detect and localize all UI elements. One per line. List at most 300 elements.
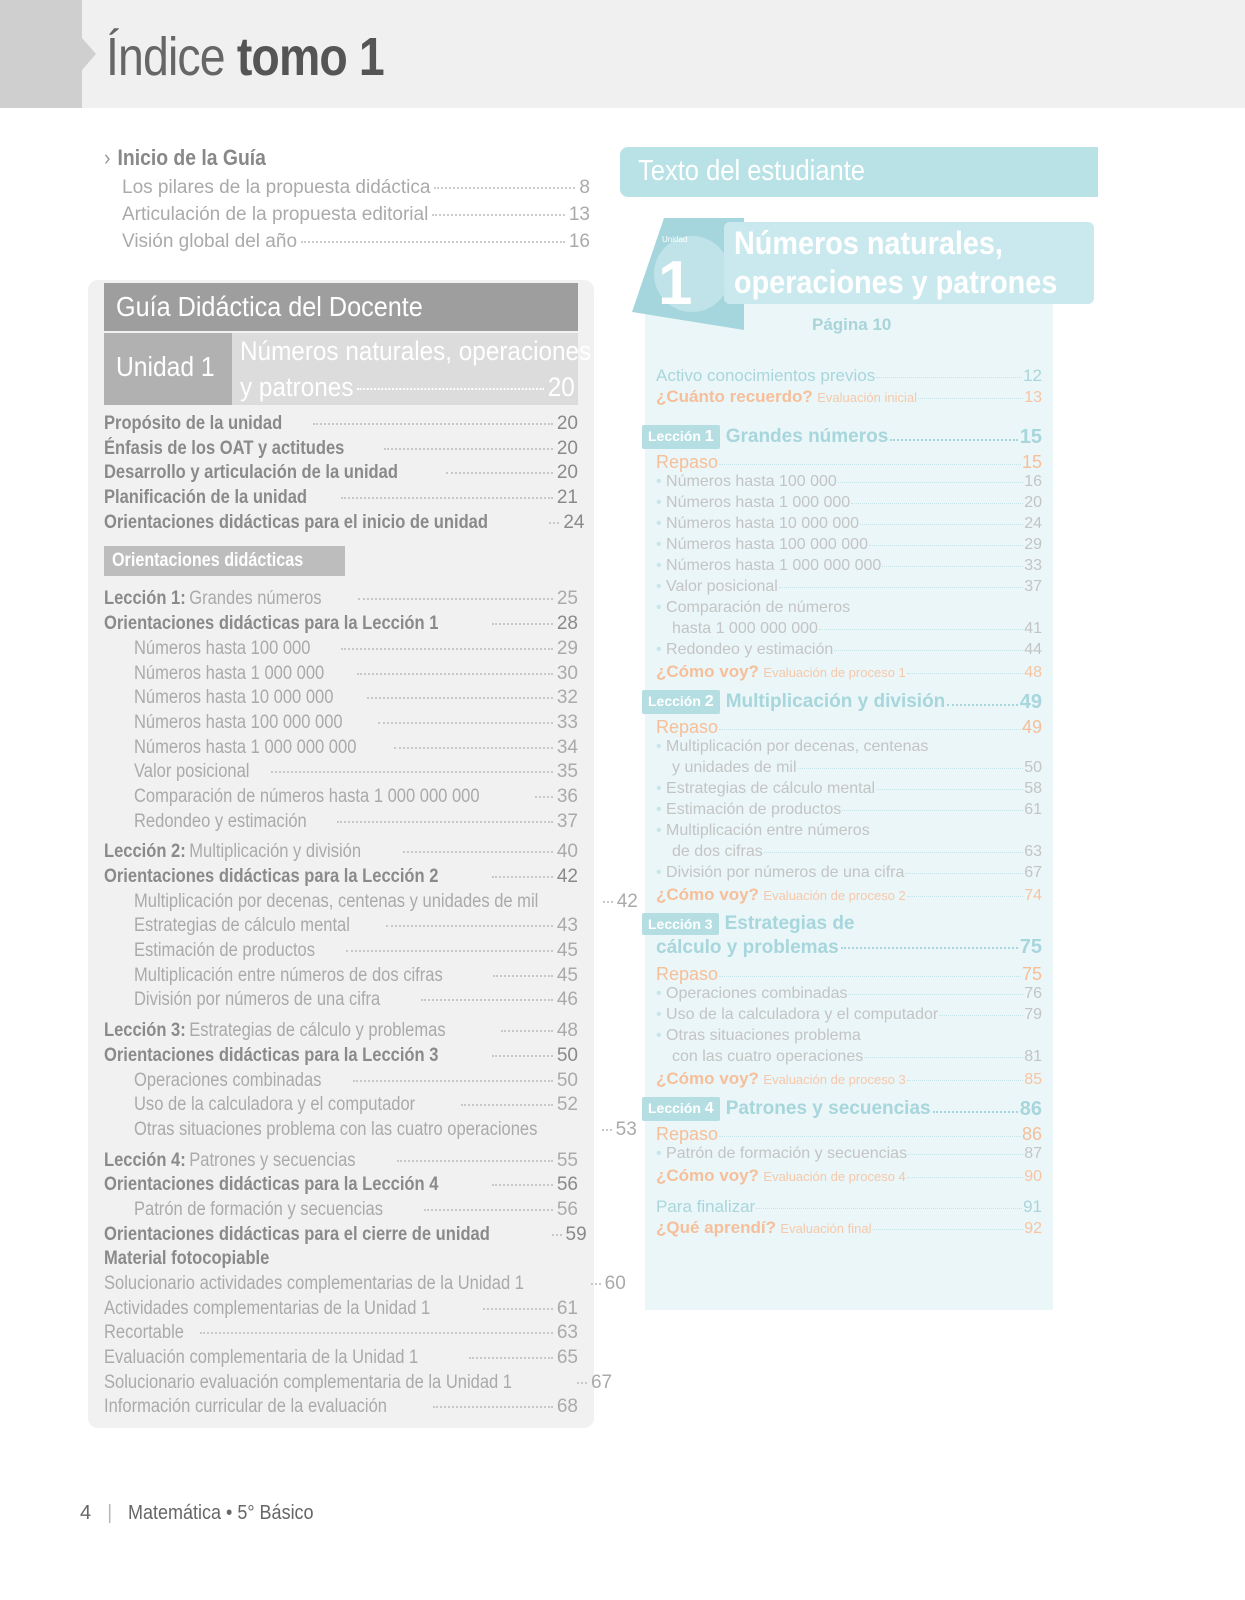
toc-label: • Números hasta 10 000 000 <box>656 515 859 533</box>
student-item-cont <box>656 759 1042 780</box>
leader-dots <box>719 976 1021 977</box>
guide-subitem <box>104 965 578 990</box>
student-item <box>656 578 1042 599</box>
leader-dots <box>357 673 553 675</box>
toc-page-number: 58 <box>1024 780 1042 797</box>
leader-dots <box>834 650 1023 651</box>
student-lesson-3 <box>642 912 1042 962</box>
leader-dots <box>719 1136 1021 1137</box>
material-item <box>104 1371 613 1397</box>
toc-label: • Patrón de formación y secuencias <box>656 1145 907 1163</box>
title-bold: tomo 1 <box>236 27 384 87</box>
student-lesson-1 <box>642 424 1042 450</box>
toc-label: Números hasta 1 000 000 <box>134 662 325 684</box>
toc-page-number: 63 <box>556 1322 578 1344</box>
toc-page-number: 33 <box>556 711 578 733</box>
lesson-page: 49 <box>1019 690 1042 713</box>
toc-page-number: 43 <box>556 915 578 937</box>
toc-page-number: 41 <box>1024 620 1042 637</box>
guide-subitem <box>104 890 638 916</box>
repaso-row <box>656 452 1042 473</box>
toc-label: Orientaciones didácticas para la Lección 3 <box>104 1044 439 1066</box>
toc-page-number: 28 <box>556 613 578 635</box>
leader-dots <box>403 851 552 853</box>
lesson-title: Grandes números <box>725 426 889 447</box>
toc-label: Otras situaciones problema con las cuatro operaciones <box>134 1118 538 1140</box>
student-item <box>656 494 1042 515</box>
guide-subitem <box>104 786 578 811</box>
toc-label: • Uso de la calculadora y el computador <box>656 1006 938 1024</box>
leader-dots <box>552 1234 562 1236</box>
student-item <box>656 801 1042 822</box>
toc-page-number: 53 <box>615 1118 637 1140</box>
intro-section <box>104 145 590 258</box>
como-voy-row <box>656 1166 1042 1187</box>
guide-subitem <box>104 761 578 786</box>
lesson-title: Patrones y secuencias <box>725 1098 931 1119</box>
guide-subitem <box>104 989 578 1014</box>
toc-label-text: Grandes números <box>189 588 322 610</box>
lesson-badge-number: 4 <box>704 1100 714 1117</box>
toc-label: de dos cifras <box>672 843 763 860</box>
leader-dots <box>433 1406 553 1408</box>
leader-dots <box>446 472 553 474</box>
toc-label: Redondeo y estimación <box>134 810 307 832</box>
leader-dots <box>353 1080 552 1082</box>
toc-page-number: 29 <box>1024 536 1042 553</box>
toc-page-number: 13 <box>568 204 590 225</box>
lesson-title-cont: cálculo y problemas <box>656 937 839 958</box>
toc-page-number: 46 <box>556 989 578 1011</box>
toc-label: • Multiplicación por decenas, centenas <box>656 738 928 756</box>
student-item <box>656 822 1042 843</box>
lesson-badge-number: 2 <box>704 693 714 710</box>
toc-page-number: 42 <box>616 890 638 912</box>
page-footer <box>80 1502 335 1525</box>
toc-page-number: 20 <box>1024 494 1042 511</box>
toc-label: Repaso <box>656 717 719 737</box>
toc-page-number: 36 <box>556 785 578 807</box>
guide-subitem <box>104 915 578 940</box>
toc-label: • Números hasta 1 000 000 <box>656 494 850 512</box>
toc-page-number: 16 <box>1024 473 1042 490</box>
toc-page-number: 16 <box>568 231 590 252</box>
leader-dots <box>483 1308 553 1310</box>
toc-label: hasta 1 000 000 000 <box>672 620 818 637</box>
toc-page-number: 87 <box>1024 1145 1042 1162</box>
toc-label: Uso de la calculadora y el computador <box>134 1094 416 1116</box>
leader-dots <box>918 398 1023 399</box>
guide-item <box>104 413 578 438</box>
lesson-page: 75 <box>1019 936 1042 958</box>
leader-dots <box>337 821 553 823</box>
student-item <box>656 1145 1042 1166</box>
eval-label <box>656 885 906 905</box>
student-heading <box>620 147 1098 197</box>
guide-subitem <box>104 1094 578 1119</box>
toc-page-number: 59 <box>565 1223 587 1245</box>
toc-page-number: 68 <box>556 1396 578 1418</box>
toc-label: • Comparación de números <box>656 599 850 617</box>
leader-dots <box>394 747 553 749</box>
repaso-row <box>656 717 1042 738</box>
toc-label-text: Patrones y secuencias <box>189 1149 356 1171</box>
intro-item <box>104 231 590 258</box>
lesson-page: 15 <box>1019 425 1042 448</box>
student-item-cont <box>656 620 1042 641</box>
toc-page-number: 90 <box>1024 1168 1042 1185</box>
orientaciones-badge-label: Orientaciones didácticas <box>112 550 304 572</box>
title-regular: Índice <box>106 27 225 87</box>
lesson-badge-word: Lección <box>648 693 701 709</box>
toc-label: • Multiplicación entre números <box>656 822 870 840</box>
guide-lesson-1 <box>104 588 578 613</box>
leader-dots <box>860 524 1023 525</box>
toc-page-number: 67 <box>1024 864 1042 881</box>
leader-dots <box>719 464 1021 465</box>
toc-label: Activo conocimientos previos <box>656 366 876 385</box>
lesson-title: Estrategias de <box>724 913 855 934</box>
leader-dots <box>908 1154 1023 1155</box>
cuanto-recuerdo-row <box>656 387 1042 408</box>
toc-label: Recortable <box>104 1322 184 1344</box>
guide-subitem <box>104 1199 578 1224</box>
toc-page-number: 61 <box>556 1297 578 1319</box>
leader-dots <box>421 999 553 1001</box>
toc-label: Comparación de números hasta 1 000 000 000 <box>134 785 480 807</box>
toc-page-number: 24 <box>1024 515 1042 532</box>
toc-label: Operaciones combinadas <box>134 1069 322 1091</box>
leader-dots <box>469 1357 553 1359</box>
toc-page-number: 24 <box>563 511 585 533</box>
toc-label: Desarrollo y articulación de la unidad <box>104 462 398 484</box>
leader-dots <box>346 950 553 952</box>
toc-label: Actividades complementarias de la Unidad 1 <box>104 1297 431 1319</box>
toc-label: Solucionario evaluación complementaria de la Unidad 1 <box>104 1371 512 1393</box>
spacer <box>656 408 1042 418</box>
leader-dots <box>535 796 553 798</box>
leader-dots <box>869 545 1023 546</box>
leader-dots <box>492 623 552 625</box>
unit-word: Unidad <box>662 235 688 244</box>
toc-label: Orientaciones didácticas para la Lección 2 <box>104 866 439 887</box>
toc-label-text: Multiplicación y división <box>189 841 362 863</box>
toc-label: Énfasis de los OAT y actitudes <box>104 437 345 459</box>
toc-page-number: 33 <box>1024 557 1042 574</box>
toc-page-number: 49 <box>1021 717 1042 737</box>
material-item <box>104 1347 578 1372</box>
leader-dots <box>947 704 1017 706</box>
student-item-cont <box>656 843 1042 864</box>
como-voy-row <box>656 885 1042 906</box>
spacer <box>656 1187 1042 1197</box>
lesson-badge-word: Lección <box>648 916 701 932</box>
eval-subtitle: Evaluación inicial <box>817 390 917 405</box>
toc-page-number: 81 <box>1024 1048 1042 1065</box>
leader-dots <box>397 1160 553 1162</box>
leader-dots <box>602 1129 612 1131</box>
toc-prefix: Lección 4: <box>104 1149 186 1171</box>
toc-label: • Estrategias de cálculo mental <box>656 780 875 798</box>
footer-separator: | <box>107 1502 113 1524</box>
toc-label: Orientaciones didácticas para la Lección 4 <box>104 1174 439 1196</box>
guide-subitem <box>104 687 578 712</box>
toc-label: con las cuatro operaciones <box>672 1048 864 1065</box>
lesson-page: 86 <box>1019 1097 1042 1120</box>
student-unit-title <box>734 224 1057 302</box>
toc-page-number: 52 <box>556 1094 578 1116</box>
leader-dots <box>378 722 553 724</box>
toc-label <box>104 1150 356 1172</box>
eval-label <box>656 387 917 407</box>
lesson-badge <box>642 425 720 449</box>
leader-dots <box>591 1283 601 1285</box>
chevron-right-icon: › <box>104 145 111 170</box>
leader-dots <box>841 947 1018 949</box>
toc-page-number: 91 <box>1023 1197 1042 1216</box>
leader-dots <box>756 1208 1022 1209</box>
student-unit-title-line1: Números naturales, <box>734 225 1003 261</box>
guide-item <box>104 462 578 487</box>
guide-unit-label <box>104 333 232 405</box>
toc-page-number: 50 <box>556 1069 578 1091</box>
leader-dots <box>386 925 553 927</box>
toc-page-number: 29 <box>556 637 578 659</box>
lesson-badge-number: 1 <box>704 428 714 445</box>
leader-dots <box>907 673 1023 674</box>
material-item <box>104 1396 578 1421</box>
leader-dots <box>367 697 553 699</box>
toc-label: • Operaciones combinadas <box>656 985 847 1003</box>
toc-page-number: 92 <box>1024 1220 1042 1237</box>
toc-label: Evaluación complementaria de la Unidad 1 <box>104 1347 419 1369</box>
eval-subtitle: Evaluación de proceso 1 <box>763 665 906 680</box>
toc-label: Visión global del año <box>122 231 298 252</box>
student-heading-label: Texto del estudiante <box>638 155 866 187</box>
lesson-title-bottom <box>642 936 1042 962</box>
eval-subtitle: Evaluación final <box>780 1221 872 1236</box>
leader-dots <box>301 241 565 243</box>
lesson-title-top <box>642 912 1042 936</box>
leader-dots <box>890 439 1017 441</box>
student-page-label: Página 10 <box>812 315 892 334</box>
toc-label <box>104 841 361 863</box>
toc-label: Repaso <box>656 964 719 984</box>
toc-page-number: 45 <box>556 940 578 962</box>
leader-dots <box>882 566 1023 567</box>
leader-dots <box>358 598 553 600</box>
activo-row <box>656 366 1042 387</box>
leader-dots <box>779 587 1023 588</box>
eval-question: ¿Qué aprendí? <box>656 1218 776 1237</box>
leader-dots <box>842 810 1023 811</box>
toc-label: • División por números de una cifra <box>656 864 904 882</box>
toc-page-number: 65 <box>556 1347 578 1369</box>
toc-page-number: 44 <box>1024 641 1042 658</box>
leader-dots <box>876 789 1023 790</box>
intro-list <box>104 177 590 258</box>
leader-dots <box>764 852 1023 853</box>
toc-label: • Estimación de productos <box>656 801 841 819</box>
student-item <box>656 515 1042 536</box>
student-item <box>656 536 1042 557</box>
toc-label: Repaso <box>656 1124 719 1144</box>
eval-subtitle: Evaluación de proceso 4 <box>763 1169 906 1184</box>
toc-page-number: 79 <box>1024 1006 1042 1023</box>
toc-page-number: 60 <box>604 1273 626 1294</box>
student-item-cont <box>656 1048 1042 1069</box>
guide-closing <box>104 1223 587 1249</box>
leader-dots <box>876 377 1022 378</box>
guide-lesson-2 <box>104 841 578 866</box>
guide-subitem <box>104 712 578 737</box>
toc-label: Información curricular de la evaluación <box>104 1396 387 1418</box>
guide-lesson-4-od <box>104 1174 578 1199</box>
intro-heading <box>104 145 532 171</box>
leader-dots <box>864 1057 1023 1058</box>
student-lesson-2 <box>642 689 1042 715</box>
toc-page-number: 12 <box>1023 366 1042 385</box>
toc-page-number: 30 <box>556 662 578 684</box>
toc-label: • Valor posicional <box>656 578 778 596</box>
guide-lesson-3-od <box>104 1045 578 1070</box>
toc-label: Números hasta 10 000 000 <box>134 687 334 709</box>
toc-label <box>104 588 322 610</box>
toc-page-number: 48 <box>556 1020 578 1042</box>
toc-label: Multiplicación por decenas, centenas y unidades de mil <box>134 890 539 912</box>
toc-label: • Números hasta 1 000 000 000 <box>656 557 881 575</box>
intro-item <box>104 204 590 231</box>
toc-page-number: 20 <box>556 413 578 434</box>
guide-subitem <box>104 1070 578 1095</box>
toc-page-number: 32 <box>556 687 578 709</box>
leader-dots <box>501 1030 553 1032</box>
material-item <box>104 1273 626 1298</box>
toc-page-number: 15 <box>1021 452 1042 472</box>
toc-label: • Otras situaciones problema <box>656 1027 861 1045</box>
toc-label: Patrón de formación y secuencias <box>134 1198 384 1220</box>
eval-question: ¿Cómo voy? <box>656 662 759 681</box>
toc-label: Para finalizar <box>656 1197 756 1216</box>
guide-lesson-3 <box>104 1020 578 1045</box>
student-item <box>656 641 1042 662</box>
toc-page-number: 61 <box>1024 801 1042 818</box>
guide-subitem <box>104 1118 637 1144</box>
leader-dots <box>719 729 1021 730</box>
lesson-badge-word: Lección <box>648 1100 701 1116</box>
student-lesson-4 <box>642 1096 1042 1122</box>
lesson-badge-word: Lección <box>648 428 701 444</box>
leader-dots <box>838 482 1023 483</box>
toc-page-number: 8 <box>579 177 590 198</box>
leader-dots <box>549 522 559 524</box>
student-item <box>656 473 1042 494</box>
toc-label: Planificación de la unidad <box>104 487 307 509</box>
page-title <box>106 26 384 88</box>
leader-dots <box>341 648 553 650</box>
footer-text: Matemática • 5° Básico <box>128 1502 314 1524</box>
toc-label: Articulación de la propuesta editorial <box>122 204 429 225</box>
leader-dots <box>424 1209 553 1211</box>
toc-label: Orientaciones didácticas para el inicio de unidad <box>104 511 488 533</box>
guide-heading-label: Guía Didáctica del Docente <box>116 291 423 322</box>
eval-subtitle: Evaluación de proceso 2 <box>763 888 906 903</box>
leader-dots <box>313 423 553 425</box>
leader-dots <box>905 873 1023 874</box>
eval-label <box>656 1166 906 1186</box>
guide-subitem <box>104 811 578 836</box>
eval-question: ¿Cómo voy? <box>656 1069 759 1088</box>
repaso-row <box>656 964 1042 985</box>
toc-label: División por números de una cifra <box>134 989 381 1011</box>
guide-unit-title <box>240 333 592 405</box>
toc-page-number: 67 <box>590 1371 613 1393</box>
guide-item <box>104 511 585 537</box>
toc-page-number: 20 <box>556 437 578 459</box>
leader-dots <box>577 1382 587 1384</box>
footer-page-number: 4 <box>80 1502 92 1524</box>
guide-subitem <box>104 638 578 663</box>
leader-dots <box>492 876 552 878</box>
lesson-badge <box>642 690 720 714</box>
leader-dots <box>461 1104 553 1106</box>
toc-page-number: 42 <box>556 866 578 887</box>
leader-dots <box>907 896 1023 897</box>
finalizar-row <box>656 1197 1042 1218</box>
toc-label: Orientaciones didácticas para la Lección 1 <box>104 613 439 635</box>
toc-label: Valor posicional <box>134 761 250 783</box>
como-voy-row <box>656 1069 1042 1090</box>
toc-page-number: 45 <box>556 964 578 986</box>
toc-page-number: 63 <box>1024 843 1042 860</box>
toc-label: Multiplicación entre números de dos cifras <box>134 964 443 986</box>
toc-page-number: 50 <box>1024 759 1042 776</box>
toc-page-number: 55 <box>556 1149 578 1171</box>
toc-label: • Números hasta 100 000 000 <box>656 536 868 554</box>
toc-page-number: 13 <box>1024 389 1042 406</box>
guide-unit-box <box>104 333 592 405</box>
toc-page-number: 20 <box>556 462 578 484</box>
student-item <box>656 780 1042 801</box>
intro-heading-label: Inicio de la Guía <box>117 145 266 170</box>
page-header <box>0 0 1245 108</box>
eval-subtitle: Evaluación de proceso 3 <box>763 1072 906 1087</box>
guide-toc-list <box>104 413 638 1421</box>
leader-dots <box>357 388 544 390</box>
toc-label-text: Estrategias de cálculo y problemas <box>189 1020 446 1042</box>
toc-label: Repaso <box>656 452 719 472</box>
leader-dots <box>493 975 553 977</box>
student-item <box>656 864 1042 885</box>
guide-subitem <box>104 940 578 965</box>
toc-label: Estimación de productos <box>134 940 316 962</box>
lesson-badge-number: 3 <box>704 916 713 932</box>
toc-label: Estrategias de cálculo mental <box>134 915 350 937</box>
toc-label: Números hasta 100 000 <box>134 637 311 659</box>
toc-label <box>104 1020 446 1042</box>
leader-dots <box>848 994 1023 995</box>
student-item <box>656 557 1042 578</box>
toc-page-number: 21 <box>556 487 578 509</box>
toc-label: Orientaciones didácticas para el cierre de unidad <box>104 1223 490 1245</box>
material-item <box>104 1322 578 1347</box>
eval-question: ¿Cuánto recuerdo? <box>656 387 813 406</box>
orientaciones-badge <box>104 546 345 576</box>
toc-page-number: 75 <box>1021 964 1042 984</box>
guide-lesson-4 <box>104 1150 578 1175</box>
toc-label: Números hasta 100 000 000 <box>134 711 343 733</box>
guide-unit-title-line2 <box>240 369 575 405</box>
